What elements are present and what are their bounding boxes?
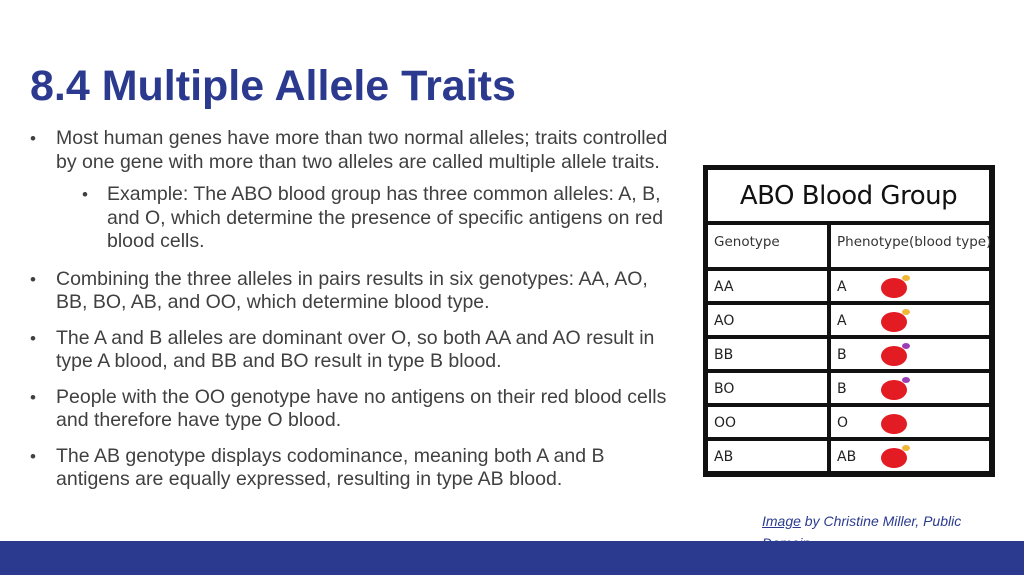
genotype-cell: AO bbox=[708, 305, 827, 335]
sub-bullet-item: • Example: The ABO blood group has three common alleles: A, B, and O, which determine the presence of specific antigens on red blood cells. bbox=[30, 183, 670, 254]
bullet-item: • The AB genotype displays codominance, meaning both A and B antigens are equally expressed, resulting in type AB blood. bbox=[30, 445, 670, 492]
bullet-list bbox=[30, 127, 670, 504]
image-credit-text: by Christine Miller, Public bbox=[804, 513, 962, 529]
image-credit-link[interactable]: Image bbox=[762, 513, 801, 529]
red-blood-cell-icon bbox=[881, 278, 907, 298]
antigen-icon bbox=[902, 445, 910, 451]
red-blood-cell-icon bbox=[881, 346, 907, 366]
phenotype-cell: A bbox=[831, 305, 989, 335]
genotype-cell: AA bbox=[708, 271, 827, 301]
phenotype-cell: B bbox=[831, 339, 989, 369]
bullet-item: • Combining the three alleles in pairs results in six genotypes: AA, AO, BB, BO, AB, and OO, which determine blood type. bbox=[30, 268, 670, 315]
red-blood-cell-icon bbox=[881, 414, 907, 434]
phenotype-cell: A bbox=[831, 271, 989, 301]
header-phenotype: Phenotype(blood type) bbox=[831, 225, 989, 267]
abo-blood-group-table bbox=[703, 165, 995, 477]
antigen-icon bbox=[902, 343, 910, 349]
red-blood-cell-icon bbox=[881, 380, 907, 400]
phenotype-cell: O bbox=[831, 407, 989, 437]
red-blood-cell-icon bbox=[881, 312, 907, 332]
genotype-cell: OO bbox=[708, 407, 827, 437]
bullet-item: • People with the OO genotype have no antigens on their red blood cells and therefore have type O blood. bbox=[30, 386, 670, 433]
red-blood-cell-icon bbox=[881, 448, 907, 468]
antigen-icon bbox=[902, 377, 910, 383]
slide-title: 8.4 Multiple Allele Traits bbox=[30, 62, 516, 110]
bullet-item: • Most human genes have more than two normal alleles; traits controlled by one gene with more than two alleles are called multiple allele traits. bbox=[30, 127, 670, 174]
table-title: ABO Blood Group bbox=[708, 170, 989, 221]
footer-bar bbox=[0, 541, 1024, 575]
phenotype-cell: AB bbox=[831, 441, 989, 471]
antigen-icon bbox=[902, 309, 910, 315]
genotype-cell: BO bbox=[708, 373, 827, 403]
header-genotype: Genotype bbox=[708, 225, 827, 267]
phenotype-cell: B bbox=[831, 373, 989, 403]
genotype-cell: BB bbox=[708, 339, 827, 369]
genotype-cell: AB bbox=[708, 441, 827, 471]
bullet-item: • The A and B alleles are dominant over O, so both AA and AO result in type A blood, and BB and BO result in type B blood. bbox=[30, 327, 670, 374]
antigen-icon bbox=[902, 275, 910, 281]
